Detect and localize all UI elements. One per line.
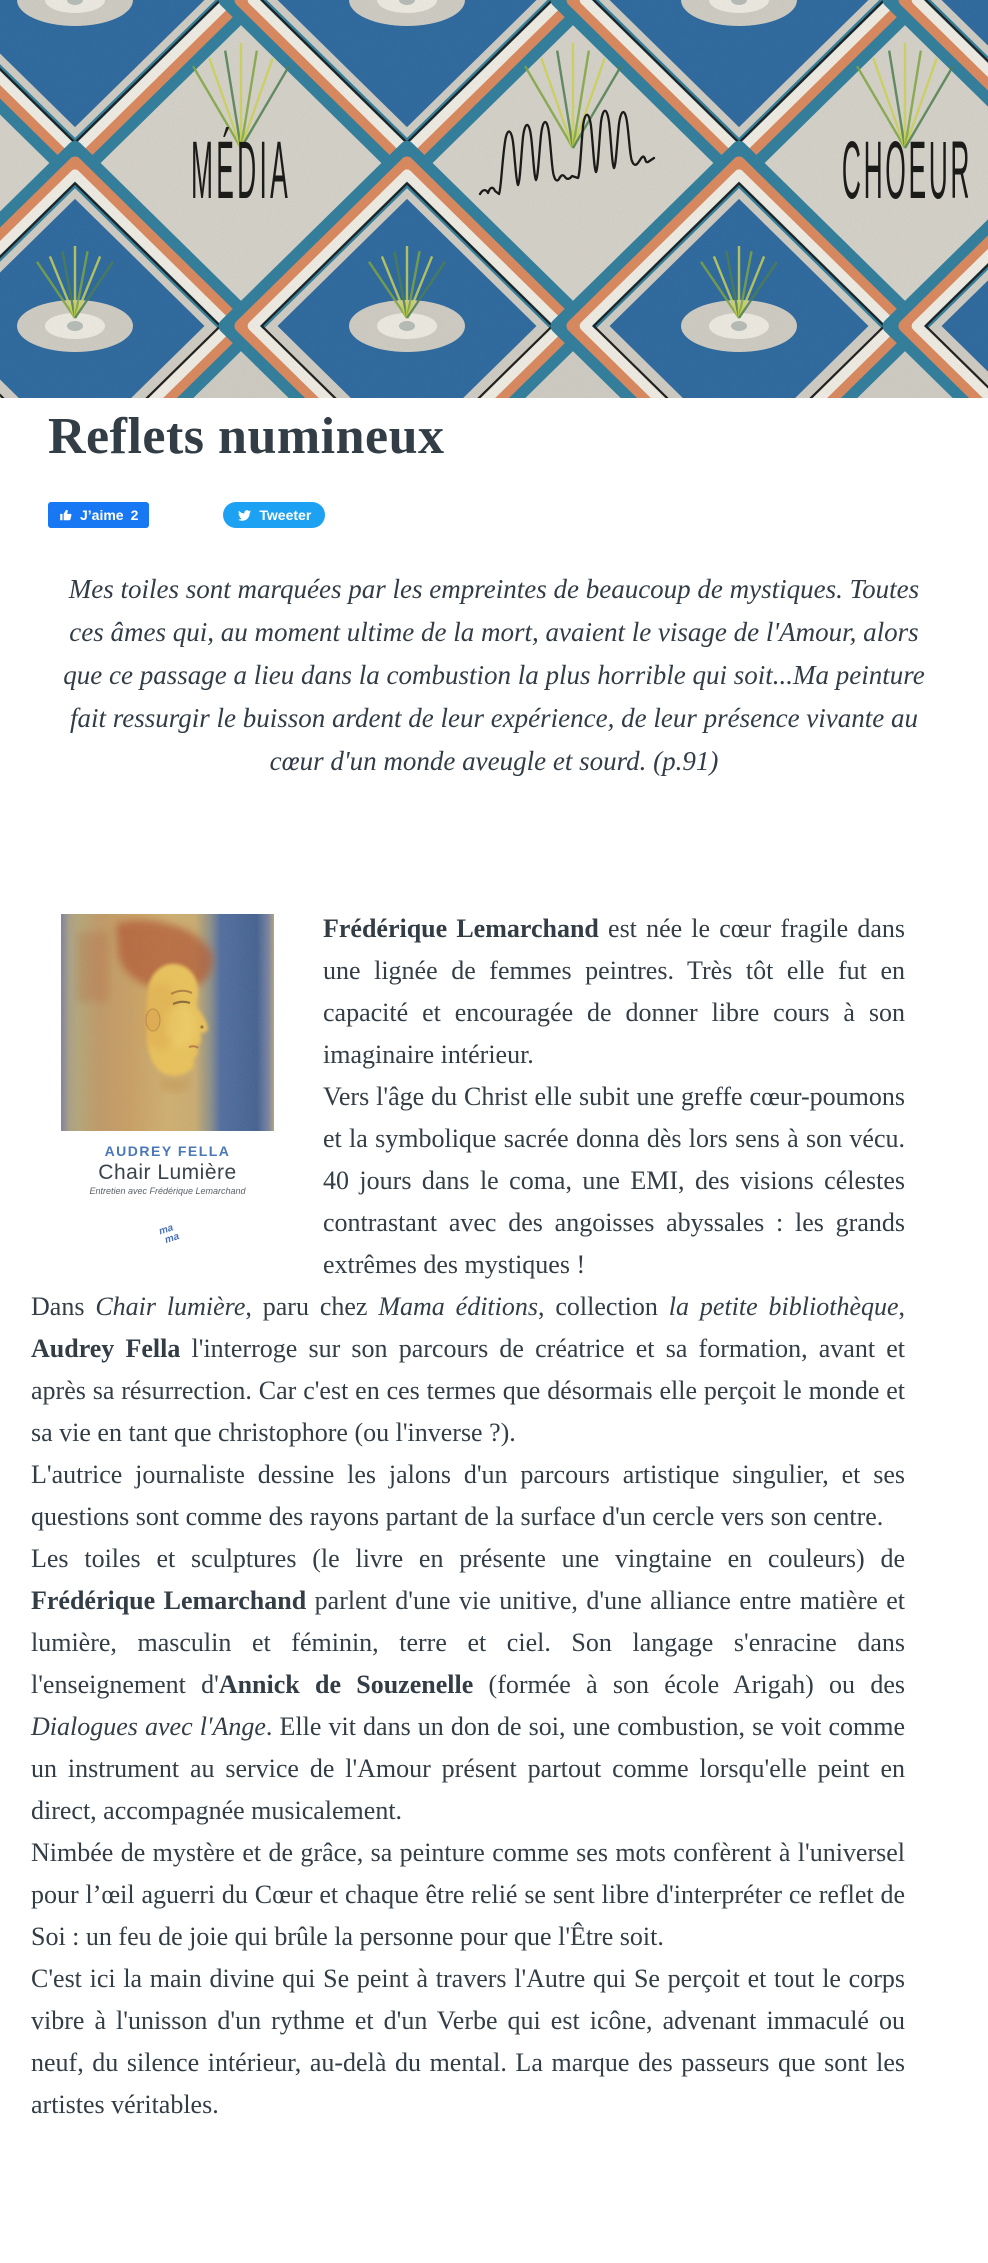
paper-grain-texture bbox=[0, 0, 988, 398]
book-author: AUDREY FELLA bbox=[104, 1143, 231, 1160]
facebook-like-label: J’aime bbox=[80, 507, 124, 524]
mama-editions-logo-icon bbox=[153, 1220, 183, 1246]
tweet-button[interactable] bbox=[223, 502, 325, 528]
book-cover-block bbox=[31, 914, 323, 1246]
article-paragraph: C'est ici la main divine qui Se peint à travers l'Autre qui Se perçoit et tout le corps vibre à l'unisson d'un rythme et d'un Verbe qui est icône, advenant immaculé ou neuf, du silence intérieur, au-delà du mental. La marque des passeurs que sont les artistes véritables. bbox=[31, 1964, 905, 2120]
tweet-label: Tweeter bbox=[259, 507, 312, 524]
facebook-like-count: 2 bbox=[130, 507, 139, 524]
publisher-logo bbox=[61, 1220, 274, 1246]
article-paragraph: Les toiles et sculptures (le livre en présente une vingtaine en couleurs) de Frédérique Lemarchand parlent d'une vie unitive, d'une alliance entre matière et lumière, masculin et féminin, terre et ciel. Son langage s'enracine dans l'enseignement d'Annick de Souzenelle (formée à son école Arigah) ou des Dialogues avec l'Ange. Elle vit dans un don de soi, une combustion, se voit comme un instrument au service de l'Amour présent partout comme lorsqu'elle peint en direct, accompagnée musicalement. bbox=[31, 1544, 905, 1826]
svg-text:ma: ma bbox=[157, 1222, 175, 1238]
article bbox=[31, 908, 905, 2126]
article-paragraph: Nimbée de mystère et de grâce, sa peinture comme ses mots confèrent à l'universel pour l’œil aguerri du Cœur et chaque être relié se sent libre d'interpréter ce reflet de Soi : un feu de joie qui brûle la personne pour que l'Être soit. bbox=[31, 1838, 905, 1952]
book-subtitle: Entretien avec Frédérique Lemarchand bbox=[89, 1186, 246, 1197]
twitter-bird-icon bbox=[237, 509, 252, 522]
thumbs-up-icon bbox=[59, 508, 73, 522]
epigraph-quote: Mes toiles sont marquées par les empreintes de beaucoup de mystiques. Toutes ces âmes qui, au moment ultime de la mort, avaient le visage de l'Amour, alors que ce passage a lieu dans la combustion la plus horrible qui soit...Ma peinture fait ressurgir le buisson ardent de leur expérience, de leur présence vivante au cœur d'un monde aveugle et sourd. (p.91) bbox=[63, 574, 925, 777]
header-label-choeur: CHOEUR bbox=[841, 123, 973, 216]
header-label-media: MÉDIA bbox=[190, 123, 292, 216]
article-paragraph: Dans Chair lumière, paru chez Mama éditions, collection la petite bibliothèque, Audrey Fella l'interroge sur son parcours de créatrice et sa formation, avant et après sa résurrection. Car c'est en ces termes que désormais elle perçoit le monde et sa vie en tant que christophore (ou l'inverse ?). bbox=[31, 1292, 906, 1448]
share-buttons-row bbox=[48, 502, 988, 528]
header-pattern-image bbox=[0, 0, 988, 398]
article-paragraph: Vers l'âge du Christ elle subit une greffe cœur-poumons et la symbolique sacrée donna dès lors sens à son vécu. 40 jours dans le coma, une EMI, des visions célestes contrastant avec des angoisses abyssales : les grands extrêmes des mystiques ! bbox=[323, 1082, 905, 1280]
book-title: Chair Lumière bbox=[98, 1161, 237, 1185]
facebook-like-button[interactable] bbox=[48, 502, 149, 528]
book-cover-image bbox=[61, 914, 274, 1131]
article-paragraph: L'autrice journaliste dessine les jalons d'un parcours artistique singulier, et ses questions sont comme des rayons partant de la surface d'un cercle vers son centre. bbox=[31, 1460, 905, 1532]
svg-text:ma: ma bbox=[163, 1231, 181, 1247]
article-paragraph: Frédérique Lemarchand est née le cœur fragile dans une lignée de femmes peintres. Très tôt elle fut en capacité et encouragée de donner libre cours à son imaginaire intérieur. bbox=[323, 914, 906, 1070]
page-title: Reflets numineux bbox=[48, 408, 445, 465]
